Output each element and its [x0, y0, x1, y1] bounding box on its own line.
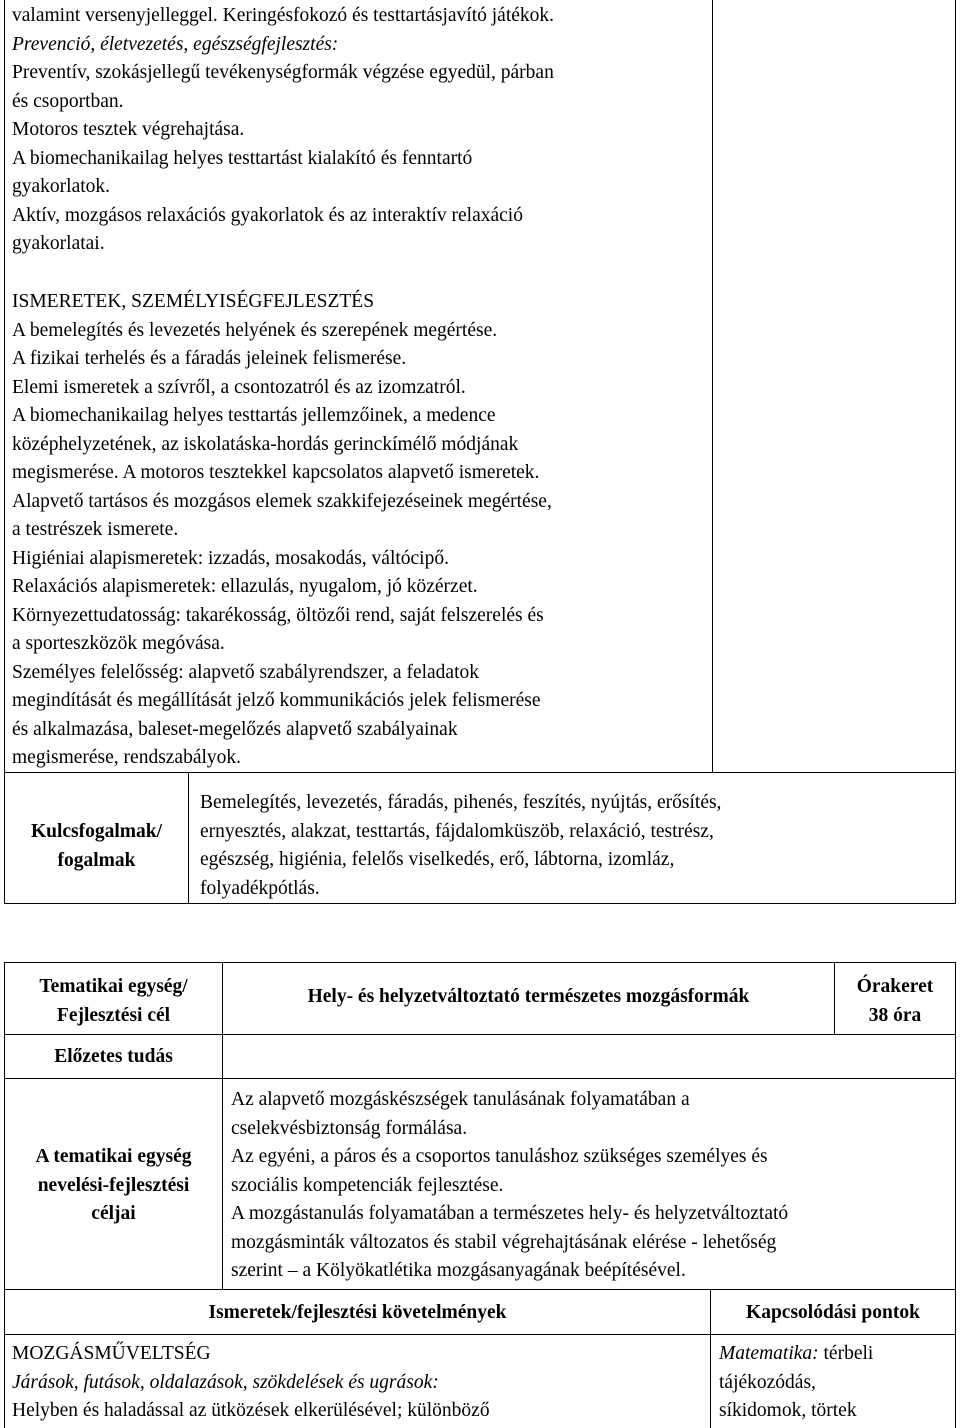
unit-table-right-border	[955, 962, 956, 1428]
goals-line: Az alapvető mozgáskészségek tanulásának folyamatában a	[231, 1089, 690, 1110]
unit-table-row2-divider	[4, 1078, 956, 1079]
key-concepts-list	[200, 789, 950, 903]
activity-line: Aktív, mozgásos relaxációs gyakorlatok és az interaktív relaxáció	[12, 204, 523, 226]
top-table-right-border	[955, 0, 956, 904]
goals-line: cselekvésbiztonság formálása.	[231, 1117, 468, 1139]
activity-subheading: Prevenció, életvezetés, egészségfejlesztés:	[12, 33, 339, 55]
unit-title	[223, 983, 834, 1012]
key-concepts-line: egészség, higiénia, felelős viselkedés, erő, lábtorna, izomláz,	[200, 849, 675, 870]
goals-line: szociális kompetenciák fejlesztése.	[231, 1174, 504, 1196]
key-concepts-label-line: fogalmak	[57, 849, 136, 871]
prior-knowledge-label	[5, 1043, 222, 1072]
requirements-header-text: Ismeretek/fejlesztési követelmények	[208, 1302, 507, 1323]
unit-title-text: Hely- és helyzetváltoztató természetes mozgásformák	[307, 986, 750, 1007]
goals-label-line: A tematikai egység	[35, 1146, 192, 1167]
connection-subject: Matematika:	[719, 1343, 819, 1364]
knowledge-line: Személyes felelősség: alapvető szabályrendszer, a feladatok	[12, 661, 480, 683]
knowledge-section	[12, 288, 708, 773]
activity-line: Preventív, szokásjellegű tevékenységformák végzése egyedül, párban	[12, 62, 554, 83]
knowledge-line: megismerése. A motoros tesztekkel kapcsolatos alapvető ismeretek.	[12, 462, 540, 483]
hours-cell	[835, 973, 955, 1030]
connections-header-text: Kapcsolódási pontok	[746, 1302, 920, 1323]
activity-line: valamint versenyjelleggel. Keringésfokozó és testtartásjavító játékok.	[12, 5, 555, 26]
goals-line: A mozgástanulás folyamatában a természetes hely- és helyzetváltoztató	[231, 1203, 789, 1224]
goals-list	[231, 1086, 953, 1286]
knowledge-line: Elemi ismeretek a szívről, a csontozatról és az izomzatról.	[12, 376, 466, 398]
activity-line: A biomechanikailag helyes testtartást kialakító és fenntartó	[12, 147, 473, 169]
knowledge-line: A biomechanikailag helyes testtartás jellemzőinek, a medence	[12, 405, 496, 426]
requirements-line: Helyben és haladással az ütközések elkerülésével; különböző	[12, 1400, 490, 1421]
activity-line: és csoportban.	[12, 90, 124, 112]
connection-line: síkidomok, törtek	[719, 1400, 857, 1421]
hours-value: 38 óra	[868, 1004, 922, 1026]
key-concepts-line: Bemelegítés, levezetés, fáradás, pihenés, feszítés, nyújtás, erősítés,	[200, 792, 722, 813]
requirements-header	[5, 1299, 710, 1328]
unit-table-header-divider	[4, 1334, 956, 1335]
connection-first-text: térbeli	[818, 1343, 874, 1364]
knowledge-line: A fizikai terhelés és a fáradás jeleinek felismerése.	[12, 348, 407, 369]
unit-table-row3-divider	[4, 1289, 956, 1290]
requirements-body	[12, 1340, 708, 1426]
top-table-bottom-border	[4, 903, 956, 904]
key-concepts-line: ernyesztés, alakzat, testtartás, fájdalomküszöb, relaxáció, testrész,	[200, 820, 714, 842]
goals-line: mozgásminták változatos és stabil végrehajtásának elérése - lehetőség	[231, 1231, 777, 1253]
knowledge-line: megindítását és megállítását jelző kommunikációs jelek felismerése	[12, 690, 541, 711]
top-table-middle-border	[712, 0, 713, 772]
key-concepts-divider	[188, 772, 189, 904]
key-concepts-label	[5, 818, 188, 875]
requirements-heading: MOZGÁSMŰVELTSÉG	[12, 1343, 211, 1364]
activity-line: Motoros tesztek végrehajtása.	[12, 119, 245, 140]
knowledge-line: középhelyzetének, az iskolatáska-hordás gerinckímélő módjának	[12, 433, 519, 455]
knowledge-line: Környezettudatosság: takarékosság, öltözői rend, saját felszerelés és	[12, 604, 544, 626]
activity-line: gyakorlatok.	[12, 176, 111, 197]
top-table-left-border	[4, 0, 5, 904]
key-concepts-line: folyadékpótlás.	[200, 877, 320, 899]
unit-label-line: Fejlesztési cél	[56, 1004, 171, 1026]
knowledge-line: megismerése, rendszabályok.	[12, 747, 242, 768]
activity-line: gyakorlatai.	[12, 233, 105, 254]
knowledge-line: a testrészek ismerete.	[12, 519, 179, 540]
goals-label-line: céljai	[91, 1203, 136, 1224]
requirements-subheading: Járások, futások, oldalazások, szökdelések és ugrások:	[12, 1371, 439, 1393]
prior-knowledge-text: Előzetes tudás	[54, 1046, 173, 1067]
connection-first-line	[719, 1340, 953, 1369]
knowledge-line: Alapvető tartásos és mozgásos elemek szakkifejezéseinek megértése,	[12, 490, 552, 512]
key-concepts-label-line: Kulcsfogalmak/	[30, 821, 163, 842]
knowledge-heading: ISMERETEK, SZEMÉLYISÉGFEJLESZTÉS	[12, 291, 375, 312]
unit-table-top-border	[4, 962, 956, 963]
activity-list	[12, 2, 708, 259]
knowledge-line: a sporteszközök megóvása.	[12, 633, 225, 654]
unit-label-line: Tematikai egység/	[39, 976, 188, 997]
goals-label-line: nevelési-fejlesztési	[37, 1174, 190, 1196]
unit-table-row1-divider	[4, 1034, 956, 1035]
goals-line: szerint – a Kölyökatlétika mozgásanyagának beépítésével.	[231, 1260, 686, 1281]
hours-label: Órakeret	[856, 976, 934, 997]
unit-label	[5, 973, 222, 1030]
goals-label	[5, 1143, 222, 1229]
connections-header	[711, 1299, 955, 1328]
knowledge-line: és alkalmazása, baleset-megelőzés alapvető szabályainak	[12, 718, 458, 740]
goals-line: Az egyéni, a páros és a csoportos tanuláshoz szükséges személyes és	[231, 1146, 768, 1167]
knowledge-line: Higiéniai alapismeretek: izzadás, mosakodás, váltócipő.	[12, 547, 449, 569]
knowledge-line: A bemelegítés és levezetés helyének és szerepének megértése.	[12, 319, 498, 341]
connection-line: tájékozódás,	[719, 1371, 816, 1393]
knowledge-line: Relaxációs alapismeretek: ellazulás, nyugalom, jó közérzet.	[12, 576, 478, 597]
connections-body	[719, 1340, 953, 1426]
